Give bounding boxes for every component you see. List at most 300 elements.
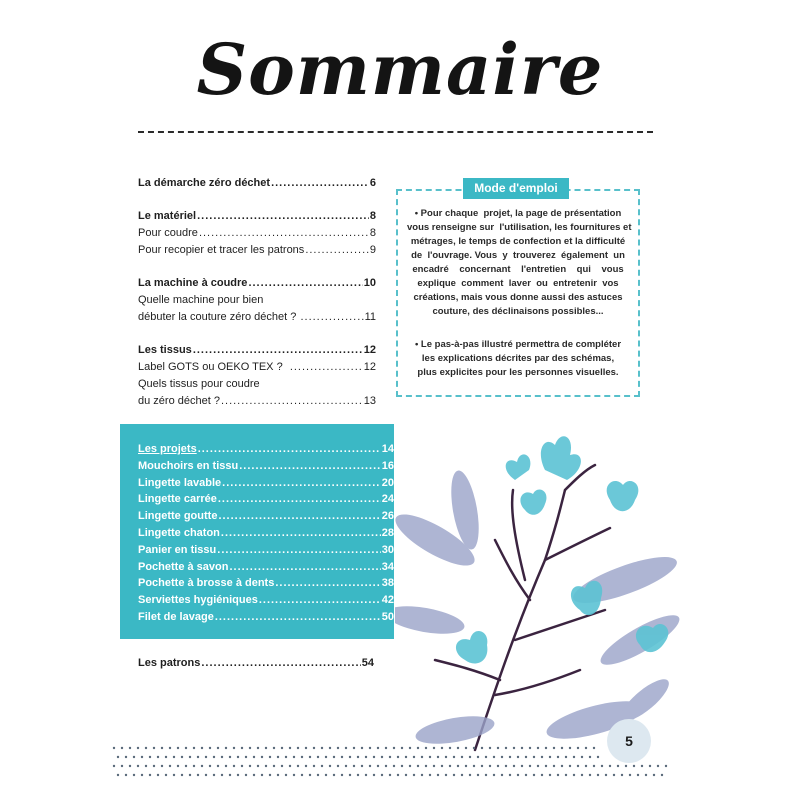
pattern-dot <box>441 765 443 767</box>
mode-emploi-line: • Le pas-à-pas illustré permettra de compléter <box>414 339 622 350</box>
leader-dots <box>271 176 369 190</box>
pattern-dot <box>233 747 235 749</box>
pattern-dot <box>357 774 359 776</box>
pattern-dot <box>553 765 555 767</box>
pattern-dot <box>453 774 455 776</box>
pattern-dot <box>133 774 135 776</box>
pattern-dot <box>221 756 223 758</box>
pattern-dot <box>493 756 495 758</box>
pattern-dot <box>301 774 303 776</box>
pattern-dot <box>517 774 519 776</box>
pattern-dot <box>461 756 463 758</box>
pattern-dot <box>629 774 631 776</box>
project-entry[interactable] <box>138 459 394 473</box>
toc-entry[interactable] <box>138 176 376 190</box>
toc-label: La machine à coudre <box>138 277 248 289</box>
decorative-dot-pattern <box>108 744 668 784</box>
toc-label: Pour coudre <box>138 227 198 239</box>
pattern-dot <box>197 756 199 758</box>
toc-page: 10 <box>363 277 376 289</box>
pattern-dot <box>221 774 223 776</box>
project-entry[interactable] <box>138 526 394 540</box>
pattern-dot <box>581 756 583 758</box>
pattern-dot <box>201 765 203 767</box>
pattern-dot <box>501 774 503 776</box>
pattern-dot <box>577 747 579 749</box>
pattern-dot <box>241 747 243 749</box>
pattern-dot <box>321 747 323 749</box>
leader-dots <box>197 209 369 223</box>
pattern-dot <box>597 756 599 758</box>
toc-label: Quels tissus pour coudre <box>138 378 260 390</box>
pattern-dot <box>529 765 531 767</box>
mode-emploi-title: Mode d'emploi <box>463 178 569 199</box>
pattern-dot <box>557 756 559 758</box>
pattern-dot <box>425 747 427 749</box>
pattern-dot <box>225 747 227 749</box>
pattern-dot <box>505 765 507 767</box>
pattern-dot <box>581 774 583 776</box>
toc-entry[interactable] <box>138 209 376 223</box>
leader-dots <box>221 526 381 540</box>
pattern-dot <box>285 774 287 776</box>
pattern-dot <box>309 756 311 758</box>
pattern-dot <box>433 747 435 749</box>
pattern-dot <box>297 765 299 767</box>
pattern-dot <box>389 756 391 758</box>
pattern-dot <box>165 756 167 758</box>
pattern-dot <box>213 774 215 776</box>
pattern-dot <box>421 756 423 758</box>
pattern-dot <box>417 747 419 749</box>
pattern-dot <box>421 774 423 776</box>
pattern-dot <box>413 756 415 758</box>
pattern-dot <box>393 747 395 749</box>
project-label: Panier en tissu <box>138 543 217 556</box>
project-entry[interactable] <box>138 543 394 557</box>
pattern-dot <box>393 765 395 767</box>
toc-label: débuter la couture zéro déchet ? <box>138 311 300 323</box>
pattern-dot <box>209 747 211 749</box>
pattern-dot <box>321 765 323 767</box>
pattern-dot <box>313 747 315 749</box>
pattern-dot <box>261 756 263 758</box>
toc-label: Les tissus <box>138 344 192 356</box>
toc-label: Quelle machine pour bien <box>138 294 264 306</box>
project-entry[interactable] <box>138 560 394 574</box>
pattern-dot <box>145 765 147 767</box>
pattern-dot <box>113 765 115 767</box>
pattern-dot <box>593 747 595 749</box>
pattern-dot <box>317 774 319 776</box>
leader-dots <box>198 442 381 456</box>
pattern-dot <box>397 774 399 776</box>
pattern-dot <box>277 756 279 758</box>
pattern-dot <box>549 756 551 758</box>
toc-entry[interactable] <box>138 243 376 257</box>
pattern-dot <box>173 756 175 758</box>
pattern-dot <box>557 774 559 776</box>
toc-page: 11 <box>364 311 376 323</box>
project-label: Lingette lavable <box>138 476 222 489</box>
pattern-dot <box>465 765 467 767</box>
project-page: 42 <box>381 594 394 607</box>
pattern-dot <box>253 774 255 776</box>
pattern-dot <box>269 774 271 776</box>
pattern-dot <box>113 747 115 749</box>
project-page: 34 <box>381 560 394 573</box>
mode-emploi-line: couture, des déclinaisons possibles... <box>432 306 604 317</box>
pattern-dot <box>413 774 415 776</box>
toc-label: Label GOTS ou OEKO TEX ? <box>138 361 289 373</box>
toc-entry[interactable] <box>138 360 376 374</box>
projects-section <box>120 424 394 639</box>
title-divider <box>138 131 653 133</box>
pattern-dot <box>389 774 391 776</box>
pattern-dot <box>469 756 471 758</box>
pattern-dot <box>189 756 191 758</box>
pattern-dot <box>193 747 195 749</box>
pattern-dot <box>601 765 603 767</box>
pattern-dot <box>501 756 503 758</box>
leader-dots <box>222 476 381 490</box>
pattern-dot <box>649 765 651 767</box>
pattern-dot <box>225 765 227 767</box>
pattern-dot <box>177 747 179 749</box>
pattern-dot <box>653 774 655 776</box>
toc-label: Le matériel <box>138 210 197 222</box>
pattern-dot <box>657 765 659 767</box>
mode-emploi-line: encadré concernant l'entretien qui vous <box>412 264 624 275</box>
mode-emploi-paragraph-1 <box>407 207 632 319</box>
pattern-dot <box>465 747 467 749</box>
mode-emploi-paragraph-2 <box>407 338 629 380</box>
leader-dots <box>199 226 369 240</box>
pattern-dot <box>137 747 139 749</box>
toc-entry[interactable] <box>138 276 376 290</box>
pattern-dot <box>565 756 567 758</box>
leader-dots <box>217 543 380 557</box>
pattern-dot <box>429 774 431 776</box>
pattern-dot <box>433 765 435 767</box>
pattern-dot <box>153 765 155 767</box>
pattern-dot <box>521 747 523 749</box>
pattern-dot <box>273 765 275 767</box>
pattern-dot <box>217 765 219 767</box>
pattern-dot <box>545 747 547 749</box>
pattern-dot <box>577 765 579 767</box>
project-label: Lingette chaton <box>138 527 220 539</box>
mode-emploi-line: vous renseigne sur l'utilisation, les fournitures et <box>407 222 632 233</box>
pattern-dot <box>149 756 151 758</box>
leader-dots <box>275 576 380 590</box>
toc-label: Pour recopier et tracer les patrons <box>138 244 305 256</box>
watercolor-flowers-illustration <box>395 430 685 755</box>
pattern-dot <box>141 756 143 758</box>
leader-dots <box>218 509 380 523</box>
pattern-dot <box>445 774 447 776</box>
mode-emploi-line: créations, mais vous donne aussi des astuces <box>413 292 623 303</box>
pattern-dot <box>317 756 319 758</box>
pattern-dot <box>269 756 271 758</box>
toc-entry[interactable] <box>138 377 260 391</box>
pattern-dot <box>329 765 331 767</box>
leader-dots <box>259 593 381 607</box>
toc-entry-patrons[interactable] <box>138 656 374 670</box>
pattern-dot <box>293 756 295 758</box>
pattern-dot <box>313 765 315 767</box>
pattern-dot <box>521 765 523 767</box>
pattern-dot <box>525 774 527 776</box>
pattern-dot <box>373 756 375 758</box>
pattern-dot <box>289 765 291 767</box>
leader-dots <box>300 310 363 324</box>
pattern-dot <box>373 774 375 776</box>
pattern-dot <box>337 765 339 767</box>
pattern-dot <box>369 747 371 749</box>
toc-entry[interactable] <box>138 310 376 324</box>
toc-page: 12 <box>363 344 376 356</box>
pattern-dot <box>297 747 299 749</box>
pattern-dot <box>641 765 643 767</box>
pattern-dot <box>461 774 463 776</box>
pattern-dot <box>445 756 447 758</box>
pattern-dot <box>125 756 127 758</box>
pattern-dot <box>441 747 443 749</box>
pattern-dot <box>125 774 127 776</box>
pattern-dot <box>345 747 347 749</box>
pattern-dot <box>397 756 399 758</box>
pattern-dot <box>121 765 123 767</box>
pattern-dot <box>377 765 379 767</box>
project-page: 30 <box>381 543 394 556</box>
pattern-dot <box>409 747 411 749</box>
pattern-dot <box>553 747 555 749</box>
pattern-dot <box>361 765 363 767</box>
pattern-dot <box>369 765 371 767</box>
pattern-dot <box>509 774 511 776</box>
pattern-dot <box>633 765 635 767</box>
pattern-dot <box>585 765 587 767</box>
pattern-dot <box>289 747 291 749</box>
pattern-dot <box>185 747 187 749</box>
pattern-dot <box>473 747 475 749</box>
pattern-dot <box>333 756 335 758</box>
project-label: Pochette à savon <box>138 560 229 573</box>
pattern-dot <box>405 774 407 776</box>
pattern-dot <box>485 756 487 758</box>
pattern-dot <box>377 747 379 749</box>
pattern-dot <box>545 765 547 767</box>
pattern-dot <box>229 756 231 758</box>
project-entry[interactable] <box>138 509 394 523</box>
mode-emploi-line: les explications décrites par des schémas, <box>421 353 615 364</box>
pattern-dot <box>477 774 479 776</box>
leader-dots <box>248 276 362 290</box>
toc-page: 12 <box>363 361 376 373</box>
pattern-dot <box>417 765 419 767</box>
pattern-dot <box>305 765 307 767</box>
pattern-dot <box>405 756 407 758</box>
pattern-dot <box>141 774 143 776</box>
pattern-dot <box>209 765 211 767</box>
pattern-dot <box>401 747 403 749</box>
toc-label: du zéro déchet ? <box>138 395 220 407</box>
project-page: 38 <box>381 577 394 590</box>
pattern-dot <box>121 747 123 749</box>
project-entry[interactable] <box>138 593 394 607</box>
pattern-dot <box>357 756 359 758</box>
pattern-dot <box>205 774 207 776</box>
leader-dots <box>305 243 369 257</box>
pattern-dot <box>249 765 251 767</box>
pattern-dot <box>281 747 283 749</box>
pattern-dot <box>617 765 619 767</box>
pattern-dot <box>325 774 327 776</box>
leader-dots <box>290 360 363 374</box>
toc-entry[interactable] <box>138 394 376 408</box>
pattern-dot <box>353 747 355 749</box>
pattern-dot <box>213 756 215 758</box>
pattern-dot <box>205 756 207 758</box>
pattern-dot <box>217 747 219 749</box>
pattern-dot <box>541 756 543 758</box>
page-title: Sommaire <box>196 28 604 111</box>
pattern-dot <box>597 774 599 776</box>
pattern-dot <box>469 774 471 776</box>
pattern-dot <box>513 765 515 767</box>
pattern-dot <box>353 765 355 767</box>
pattern-dot <box>129 765 131 767</box>
toc-page: 6 <box>369 177 376 189</box>
pattern-dot <box>573 756 575 758</box>
pattern-dot <box>129 747 131 749</box>
project-entry[interactable] <box>138 442 394 456</box>
pattern-dot <box>153 747 155 749</box>
project-page: 26 <box>381 510 394 523</box>
pattern-dot <box>541 774 543 776</box>
toc-entry[interactable] <box>138 343 376 357</box>
pattern-dot <box>437 774 439 776</box>
pattern-dot <box>229 774 231 776</box>
pattern-dot <box>569 765 571 767</box>
pattern-dot <box>285 756 287 758</box>
pattern-dot <box>145 747 147 749</box>
pattern-dot <box>265 747 267 749</box>
pattern-dot <box>177 765 179 767</box>
pattern-dot <box>341 774 343 776</box>
project-page: 50 <box>381 611 394 623</box>
pattern-dot <box>493 774 495 776</box>
pattern-dot <box>497 765 499 767</box>
pattern-dot <box>381 756 383 758</box>
pattern-dot <box>537 765 539 767</box>
toc-page: 8 <box>369 227 376 239</box>
pattern-dot <box>509 756 511 758</box>
pattern-dot <box>325 756 327 758</box>
pattern-dot <box>237 756 239 758</box>
pattern-dot <box>185 765 187 767</box>
leader-dots <box>193 343 363 357</box>
pattern-dot <box>189 774 191 776</box>
pattern-dot <box>181 774 183 776</box>
project-label: Lingette carrée <box>138 493 217 506</box>
pattern-dot <box>533 774 535 776</box>
pattern-dot <box>457 747 459 749</box>
pattern-dot <box>161 747 163 749</box>
pattern-dot <box>661 774 663 776</box>
pattern-dot <box>573 774 575 776</box>
toc-page: 13 <box>363 395 376 407</box>
toc-entry[interactable] <box>138 226 376 240</box>
pattern-dot <box>605 774 607 776</box>
pattern-dot <box>489 747 491 749</box>
project-label: Filet de lavage <box>138 611 214 623</box>
project-entry[interactable] <box>138 610 394 624</box>
pattern-dot <box>241 765 243 767</box>
pattern-dot <box>485 774 487 776</box>
pattern-dot <box>181 756 183 758</box>
leader-dots <box>218 492 381 506</box>
project-label: Mouchoirs en tissu <box>138 459 239 472</box>
pattern-dot <box>401 765 403 767</box>
pattern-dot <box>533 756 535 758</box>
mode-emploi-line: de l'ouvrage. Vous y trouverez également un <box>411 250 625 261</box>
pattern-dot <box>277 774 279 776</box>
pattern-dot <box>329 747 331 749</box>
pattern-dot <box>561 765 563 767</box>
pattern-dot <box>513 747 515 749</box>
pattern-dot <box>193 765 195 767</box>
pattern-dot <box>565 774 567 776</box>
project-page: 16 <box>381 459 394 472</box>
toc-page: 8 <box>369 210 376 222</box>
pattern-dot <box>157 774 159 776</box>
pattern-dot <box>333 774 335 776</box>
project-entry[interactable] <box>138 576 394 590</box>
pattern-dot <box>589 756 591 758</box>
project-entry[interactable] <box>138 492 394 506</box>
pattern-dot <box>257 747 259 749</box>
pattern-dot <box>169 765 171 767</box>
pattern-dot <box>477 756 479 758</box>
project-label: Pochette à brosse à dents <box>138 577 275 590</box>
pattern-dot <box>341 756 343 758</box>
project-label: Les projets <box>138 443 197 455</box>
pattern-dot <box>505 747 507 749</box>
project-page: 14 <box>381 443 394 455</box>
toc-entry[interactable] <box>138 293 263 307</box>
pattern-dot <box>117 774 119 776</box>
pattern-dot <box>265 765 267 767</box>
pattern-dot <box>425 765 427 767</box>
pattern-dot <box>301 756 303 758</box>
project-entry[interactable] <box>138 476 394 490</box>
pattern-dot <box>529 747 531 749</box>
pattern-dot <box>609 765 611 767</box>
pattern-dot <box>281 765 283 767</box>
pattern-dot <box>517 756 519 758</box>
pattern-dot <box>245 774 247 776</box>
project-label: Serviettes hygiéniques <box>138 594 258 607</box>
pattern-dot <box>133 756 135 758</box>
pattern-dot <box>337 747 339 749</box>
pattern-dot <box>589 774 591 776</box>
pattern-dot <box>449 747 451 749</box>
pattern-dot <box>309 774 311 776</box>
pattern-dot <box>245 756 247 758</box>
pattern-dot <box>489 765 491 767</box>
